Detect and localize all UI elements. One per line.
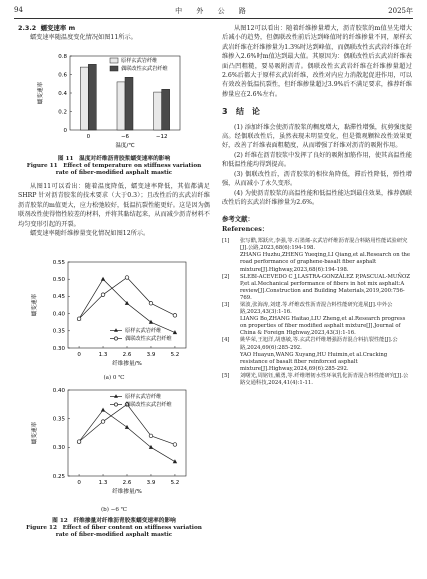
x-axis-label: 纤维掺量/% [112,489,142,495]
page-number: 94 [14,6,23,14]
data-point [101,293,105,297]
legend-marker [114,328,118,332]
legend-label: 原样玄武岩纤维 [121,58,158,64]
conclusion-item-3: (3) 偶联改性后，沥青胶浆的相位角降低，滞后性降低，弹性增强，从而减小了永久变形。 [222,170,412,188]
header-rule [14,18,413,19]
y-tick-label: 0.25 [52,473,65,480]
figure-12a-label: (a) 0 ℃ [103,375,125,381]
section-number: 2.3.2 [18,24,37,32]
y-tick-label: 0.30 [52,345,65,352]
data-point [149,445,153,449]
figure-11-caption-zh: 图 11 温度对纤维沥青胶浆蠕变速率的影响 [57,156,171,162]
bar [88,64,96,130]
reference-entry: [3] 梁波,张海涛,刘建.等.纤维改性沥青混合料性能研究进展[J].中外公路,2023,43(3):1-16. [222,301,393,316]
right-column [222,24,412,387]
bar [154,92,162,130]
conclusion-title: 结 论 [235,107,260,117]
reference-list [222,238,412,387]
bar [117,82,125,130]
figure-12a-line-chart [22,256,202,374]
section-intro: 蠕变速率随温度变化情况如图11所示。 [30,34,137,42]
y-tick-label: 0.40 [52,387,65,394]
journal-title: 中 外 公 路 [175,7,252,15]
conclusion-item-1: (1) 添加纤维会使沥青胶浆的稠度增大，黏滞性增强，抗剪强度提高。经偶联改性后，虽然表现未明显变化，但是微观颗粒改性效果更好，改善了纤维表面粗糙度，从而增强了纤维对沥青的吸附作用。 [222,123,412,150]
data-point [101,408,105,412]
x-tick-label: 1.3 [98,352,108,358]
figure-12-caption-zh: 图 12 纤维掺量对纤维沥青胶浆蠕变速率的影响 [52,518,176,524]
data-point [77,317,81,321]
y-tick-label: 0.2 [58,109,67,116]
x-tick-label: 2.6 [122,352,132,358]
x-axis-label: 纤维掺量/% [112,361,142,367]
data-point [173,314,177,318]
y-tick-label: 0.6 [58,72,67,79]
x-tick-label: 0 [77,480,81,486]
figure-12b-line-chart [22,384,202,506]
data-point [125,425,129,429]
data-point [173,443,177,447]
y-tick-label: 0.50 [52,277,65,283]
reference-entry: [1] 张写酷,郑跃庆,李强,等.石墨烯-玄武岩纤维沥青混合料路用性能试验研究[J].公路,2023,68(6):194-198. [222,238,408,252]
issue-year: 2025年 [388,7,413,15]
section-title: 蠕变速率 m [40,24,76,32]
legend-label: 偶联改性玄武岩纤维 [125,402,172,408]
legend-marker [114,403,117,406]
x-tick-label: 3.9 [146,352,156,358]
x-tick-label: 0 [77,352,81,358]
left-paragraph-2: 蠕变速率随纤维掺量变化情况如图12所示。 [30,230,150,238]
data-point [149,301,153,305]
bar [162,89,170,130]
reference-entry: [2] SLEBI-ACEVEDO C J,LASTRA-GONZÁLEZ P,PASCUAL-MUÑOZ P,et al.Mechanical performance of fibers in hot mix asphalt:A review[J].Construction and Building Materials,2019,200:756-769. [222,273,411,301]
legend-marker [114,337,117,340]
reference-entry: YAO Huayun,WANG Xuyang,HU Huimin,et al.Cracking resistance of basalt fiber reinforced asphalt mixture[J].Highway,2024,69(6):285-292. [240,351,388,372]
y-tick-label: 0.30 [52,445,65,452]
legend-label: 偶联改性玄武岩纤维 [125,336,172,342]
y-tick-label: 0.35 [52,328,65,335]
x-tick-label: −12 [155,134,168,140]
figure-12-caption [18,518,210,540]
data-point [149,434,153,438]
y-tick-label: 0.8 [58,53,67,60]
y-tick-label: 0.55 [52,259,65,266]
x-tick-label: 1.3 [98,480,108,486]
data-point [125,276,129,280]
series-line [79,279,175,332]
x-tick-label: 5.2 [170,352,180,358]
x-tick-label: 5.2 [170,480,180,486]
y-axis-label: 蠕变速率 [38,81,44,105]
figure-12-caption-en-line2: rate of fiber-modified asphalt mastic [55,532,173,539]
reference-entry: [4] 姚华荣,王旭洋,胡惠敏,等.玄武岩纤维增强沥青混合料抗裂性能[J].公路,2024,69(6):285-292. [222,337,398,351]
x-axis-label: 温度/℃ [115,143,135,149]
figure-11-bar-chart [30,50,200,156]
bar [80,67,88,130]
legend-swatch [110,66,118,71]
figure-11-caption [18,156,210,178]
references-heading-en: References： [222,224,269,233]
y-tick-label: 0.35 [52,416,65,423]
y-axis-label: 蠕变速率 [32,293,38,317]
reference-entry: [5] 刘曙光,周铭钰,戴勇,等.纤维增韧水性环氧乳化沥青混合料性能研究[J].公路交通科技,2024,41(4):1-11. [222,372,409,386]
y-axis-label: 蠕变速率 [32,421,38,445]
figure-11-caption-en-line2: rate of fiber-modified asphalt mastic [55,170,173,177]
data-point [101,277,105,281]
x-tick-label: 3.9 [146,480,156,486]
x-tick-label: 2.6 [122,480,132,486]
legend-label: 原样玄武岩纤维 [125,394,162,400]
legend-marker [114,394,118,398]
y-tick-label: 0 [63,128,67,134]
running-header [14,6,413,18]
series-line [79,410,175,462]
data-point [101,420,105,424]
data-point [173,459,177,463]
y-tick-label: 0.45 [52,294,65,301]
left-column [18,24,210,43]
figure-12b-label: (b) −6 ℃ [100,507,127,513]
section-heading [18,24,210,33]
x-tick-label: 0 [86,134,91,140]
y-tick-label: 0.40 [52,311,65,318]
figure-11-caption-en-line1: Figure 11 Effect of temperature on stiffness variation [26,163,202,170]
data-point [149,320,153,324]
bar [125,77,133,130]
conclusion-number: 3 [222,107,228,117]
series-line [79,404,175,444]
legend-label: 偶联改性玄武岩纤维 [121,66,168,72]
reference-entry: LIANG Bo,ZHANG Haitao,LIU Zheng,et al.Research progress on properties of fiber modified asphalt mixture[J].Journal of China & Foreign Highway,2023,43(3):1-16. [240,316,406,337]
reference-entry: ZHANG Huzhu,ZHENG Yueqing,LI Qiang,et al.Research on the road performance of graphene-basalt fiber asphalt mixture[J].Highway,2023,68(6):194-198. [240,252,411,273]
conclusion-item-4: (4) 为使沥青胶浆的高温性能和低温性能达到最佳效果，推荐偶联改性后的玄武岩纤维掺量为2.6%。 [222,189,412,206]
figure-12-caption-en-line1: Figure 12 Effect of fiber content on stiffness variation [26,525,202,532]
conclusion-item-2: (2) 纤维在沥青胶浆中发挥了良好的吸附加筋作用，使其高温性能和低温性能均得到提高。 [222,151,412,169]
right-paragraph-1: 从图12可以看出：随着纤维掺量增大，沥青胶浆的m值呈先增大后减小的趋势，但偶联改性前后达到峰值时的纤维掺量不同，原样玄武岩纤维在纤维掺量为1.3%时达到峰值，而偶联改性玄武岩纤维在纤维掺入2.6%时m值达到最大值。其原因为：偶联改性后玄武岩纤维表面凸凹粗糙，要易吸附沥青。偶联改性玄武岩纤维在纤维掺量超过2.6%后都大于原样玄武岩纤维，改性对内应力消散起促进作用，可以有效改善低温抗裂性，但纤维掺量超过3.9%后不满足要求，推荐纤维掺量应在2.6%左右。 [222,25,412,98]
left-paragraph-1: 从图11可以看出：随着温度降低，蠕变速率降低，其值都满足SHRP 针对沥青胶浆的技术要求（大于0.3）；且改性后的玄武岩纤维沥青胶浆的m值更大，应力松弛较好，低温抗裂性能更好。这是因为偶联剂改性使得惰性较差的材料，并将其黏结起来，从而减少沥青材料不均匀变形引起的开裂。 [18,183,210,228]
y-tick-label: 0.4 [58,90,67,97]
data-point [77,440,81,444]
left-body-text [18,182,210,238]
x-tick-label: −6 [120,134,130,140]
conclusion-heading [222,107,412,116]
legend-label: 原样玄武岩纤维 [125,328,162,334]
legend-swatch [110,58,118,63]
references-heading-zh: 参考文献： [222,215,254,224]
series-line [79,277,175,318]
